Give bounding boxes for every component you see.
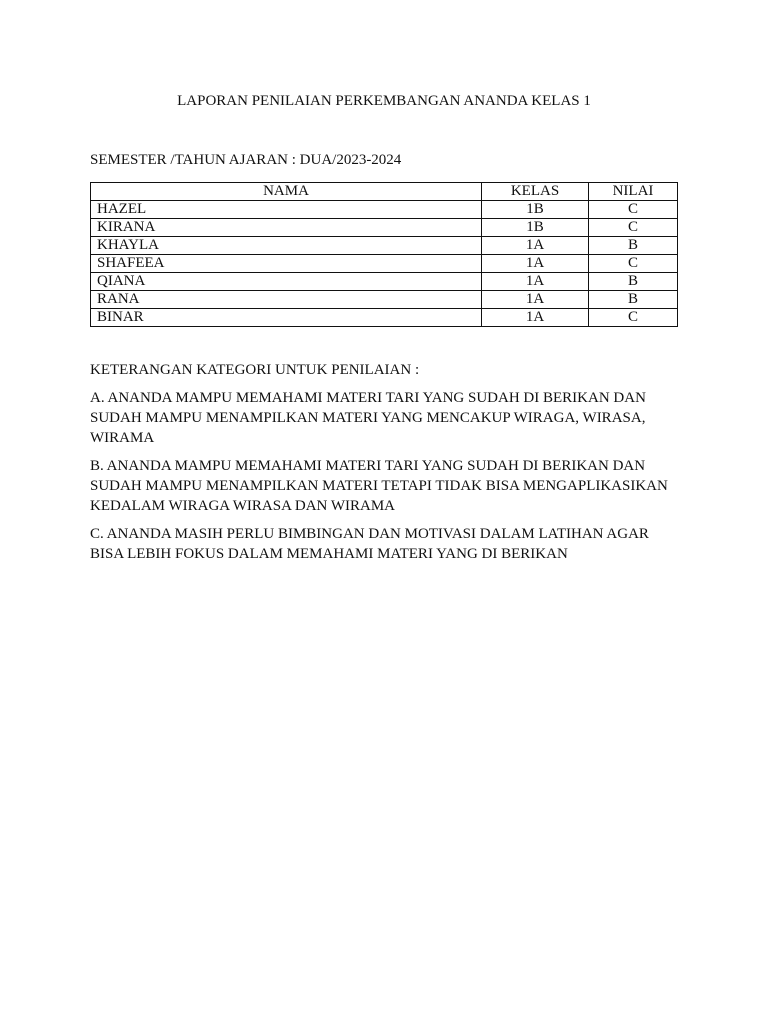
table-row <box>91 273 678 291</box>
header-kelas: KELAS <box>482 183 589 201</box>
cell-kelas: 1A <box>482 273 589 291</box>
cell-nama: RANA <box>91 291 482 309</box>
table-row <box>91 255 678 273</box>
cell-nama: BINAR <box>91 309 482 327</box>
cell-nama: HAZEL <box>91 201 482 219</box>
cell-kelas: 1B <box>482 219 589 237</box>
cell-nama: QIANA <box>91 273 482 291</box>
note-item-a: A. ANANDA MAMPU MEMAHAMI MATERI TARI YANG SUDAH DI BERIKAN DAN SUDAH MAMPU MENAMPILKAN MATERI YANG MENCAKUP WIRAGA, WIRASA, WIRAMA <box>90 390 646 446</box>
table-row <box>91 219 678 237</box>
cell-kelas: 1A <box>482 237 589 255</box>
cell-kelas: 1A <box>482 309 589 327</box>
notes-heading: KETERANGAN KATEGORI UNTUK PENILAIAN : <box>90 362 420 378</box>
cell-nilai: C <box>589 309 678 327</box>
cell-kelas: 1A <box>482 291 589 309</box>
cell-kelas: 1B <box>482 201 589 219</box>
table-header-row <box>91 183 678 201</box>
cell-nilai: B <box>589 273 678 291</box>
cell-nilai: B <box>589 237 678 255</box>
document-title: LAPORAN PENILAIAN PERKEMBANGAN ANANDA KELAS 1 <box>177 93 591 109</box>
note-item-c: C. ANANDA MASIH PERLU BIMBINGAN DAN MOTIVASI DALAM LATIHAN AGAR BISA LEBIH FOKUS DALAM MEMAHAMI MATERI YANG DI BERIKAN <box>90 526 649 562</box>
cell-nilai: C <box>589 255 678 273</box>
cell-nama: KIRANA <box>91 219 482 237</box>
table-row <box>91 291 678 309</box>
cell-nilai: C <box>589 219 678 237</box>
table-row <box>91 237 678 255</box>
cell-nama: KHAYLA <box>91 237 482 255</box>
grades-table <box>90 182 678 327</box>
table-row <box>91 201 678 219</box>
cell-nilai: C <box>589 201 678 219</box>
table-row <box>91 309 678 327</box>
category-notes <box>90 360 684 572</box>
header-nama: NAMA <box>91 183 482 201</box>
semester-line: SEMESTER /TAHUN AJARAN : DUA/2023-2024 <box>90 152 402 168</box>
cell-kelas: 1A <box>482 255 589 273</box>
cell-nilai: B <box>589 291 678 309</box>
cell-nama: SHAFEEA <box>91 255 482 273</box>
header-nilai: NILAI <box>589 183 678 201</box>
note-item-b: B. ANANDA MAMPU MEMAHAMI MATERI TARI YANG SUDAH DI BERIKAN DAN SUDAH MAMPU MENAMPILKAN MATERI TETAPI TIDAK BISA MENGAPLIKASIKAN KEDALAM WIRAGA WIRASA DAN WIRAMA <box>90 458 668 514</box>
